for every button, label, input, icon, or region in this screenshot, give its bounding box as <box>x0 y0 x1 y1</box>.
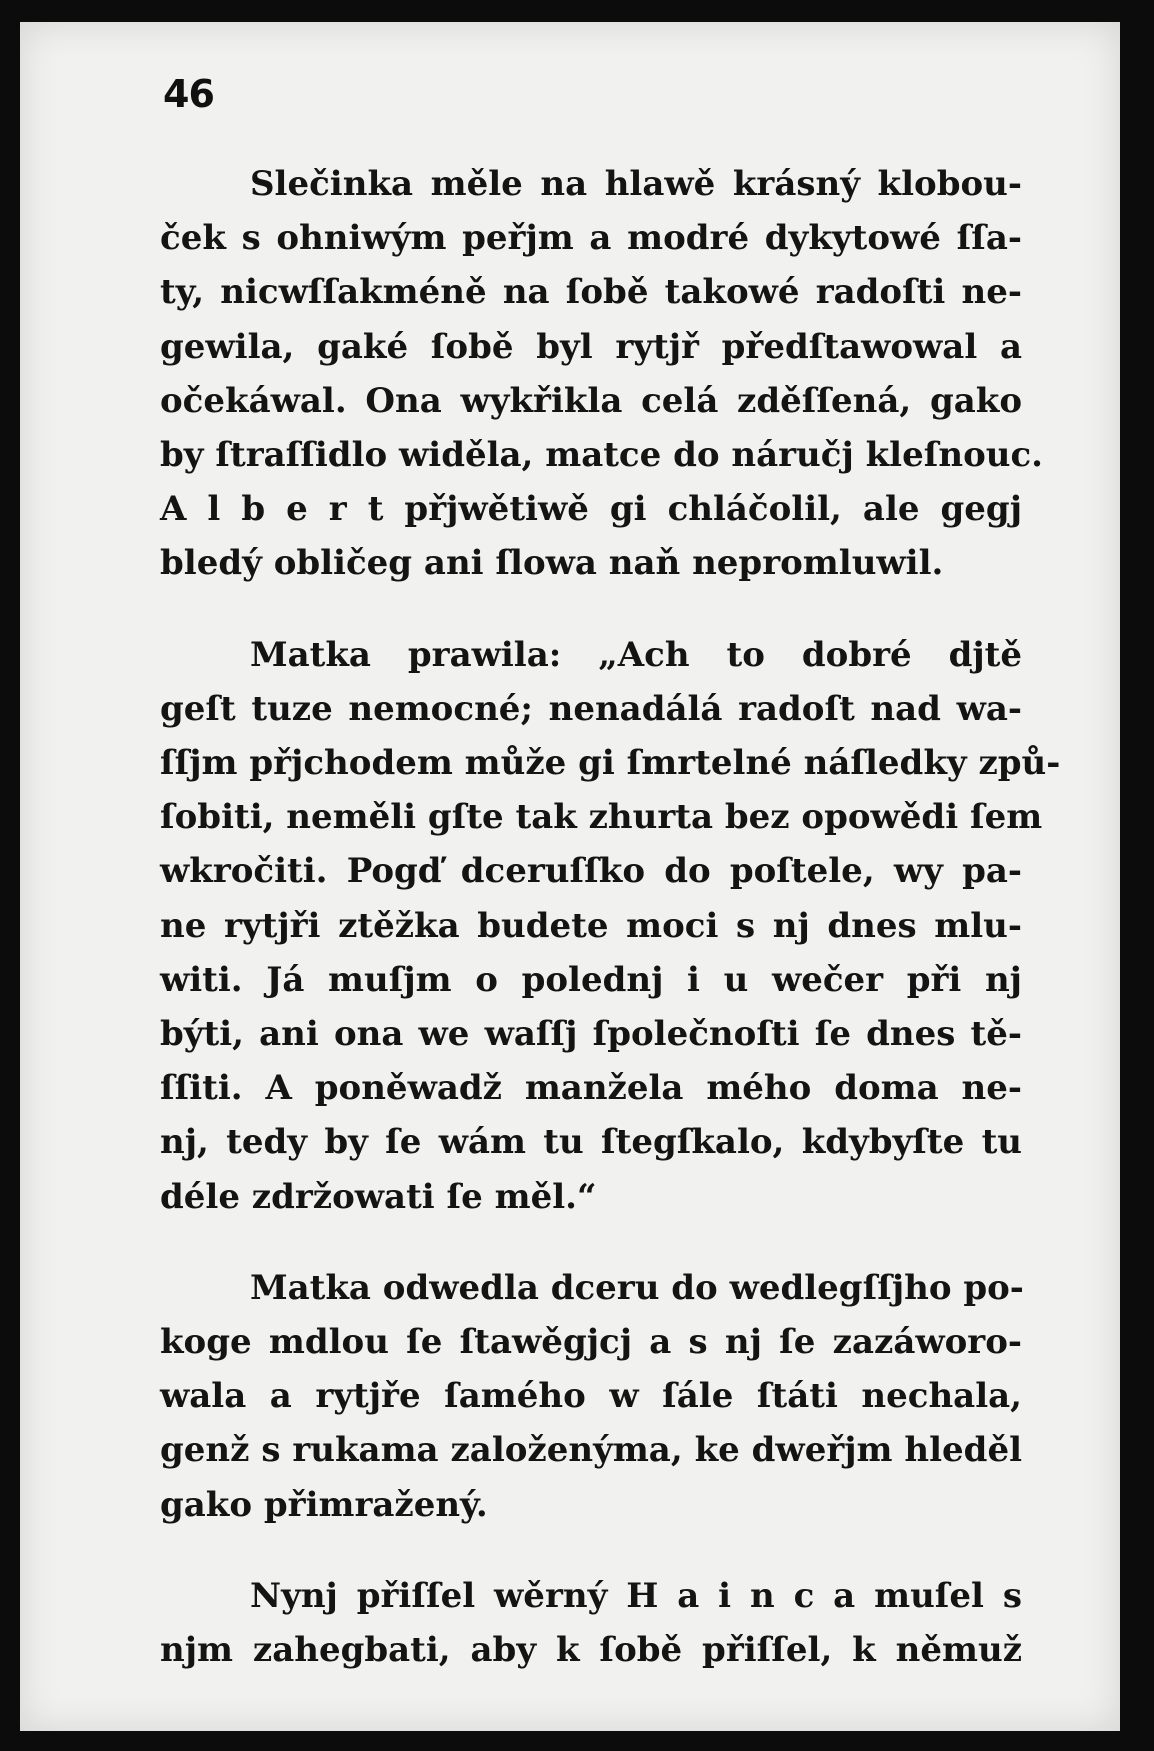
text-line: njm zahegbati, aby k ſobě přiſſel, k němuž <box>160 1630 1022 1671</box>
text-line: ſobiti, neměli gſte tak zhurta bez opowědi ſem <box>160 797 1043 838</box>
text-line: gako přimražený. <box>160 1484 488 1525</box>
page-number: 46 <box>163 72 214 116</box>
paragraph-3 <box>160 1261 1022 1532</box>
text-line: ček s ohniwým peřjm a modré dykytowé ſſa- <box>160 218 1022 259</box>
text-line: ty, nicwſſakméně na ſobě takowé radoſti ne- <box>160 272 1022 313</box>
text-line: Matka odwedla dceru do wedlegſſjho po- <box>250 1267 1024 1308</box>
paragraph-4 <box>160 1569 1022 1677</box>
book-page <box>20 22 1120 1731</box>
text-line: genž s rukama založenýma, ke dweřjm hleděl <box>160 1430 1022 1471</box>
text-line: witi. Já muſjm o polednj i u wečer při nj <box>160 959 1022 1000</box>
text-line: Slečinka měle na hlawě krásný klobou- <box>250 164 1022 204</box>
text-line: ſſjm přjchodem může gi ſmrtelné náſledky způ- <box>160 743 1061 784</box>
paragraph-1 <box>160 157 1044 591</box>
text-line: nj, tedy by ſe wám tu ſtegſkalo, kdybyſte tu <box>160 1122 1022 1163</box>
text-line: očekáwal. Ona wykřikla celá zděſſená, gako <box>160 380 1022 421</box>
text-line: A l b e r t přjwětiwě gi chláčolil, ale gegj <box>160 489 1022 530</box>
text-line: geſt tuze nemocné; nenadálá radoſt nad wa- <box>160 688 1022 729</box>
text-line: koge mdlou ſe ſtawěgjcj a s nj ſe zazáworo- <box>160 1322 1022 1363</box>
paragraph-2 <box>160 628 1061 1224</box>
text-line: býti, ani ona we waſſj ſpolečnoſti ſe dnes tě- <box>160 1014 1022 1055</box>
text-line: Matka prawila: „Ach to dobré djtě <box>250 634 1022 675</box>
text-line: ne rytjři ztěžka budete moci s nj dnes mlu- <box>160 905 1022 946</box>
text-line: by ſtraſſidlo widěla, matce do náručj kleſnouc. <box>160 435 1044 476</box>
body-text <box>160 157 1061 1677</box>
text-line: wala a rytjře ſamého w ſále ſtáti nechala, <box>160 1376 1022 1417</box>
text-line: bledý obličeg ani ſlowa naň nepromluwil. <box>160 543 944 584</box>
text-line: Nynj přiſſel wěrný H a i n c a muſel s <box>250 1575 1022 1616</box>
text-line: déle zdržowati ſe měl.“ <box>160 1176 597 1217</box>
text-line: gewila, gaké ſobě byl rytjř předſtawowal a <box>160 326 1022 367</box>
text-line: wkročiti. Pogď dceruſſko do poſtele, wy pa- <box>160 851 1022 892</box>
text-line: ſſiti. A poněwadž manžela mého doma ne- <box>160 1068 1022 1109</box>
